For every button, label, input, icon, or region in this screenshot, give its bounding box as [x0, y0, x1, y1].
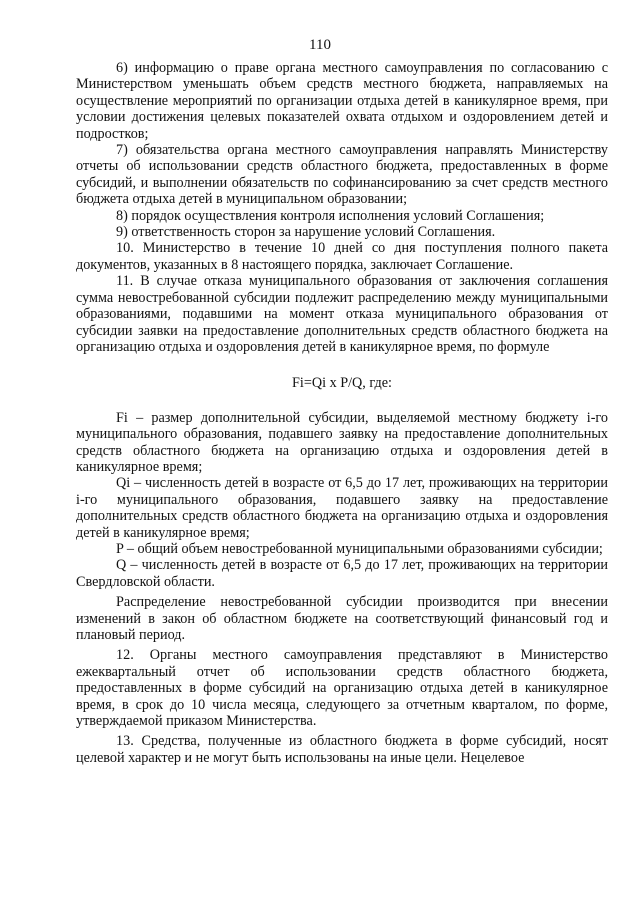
paragraph-item-7: 7) обязательства органа местного самоуправления направлять Министерству отчеты об использовании средств областного бюджета, предоставленных в форме субсидий, и выполнении обязательств по софинансированию за счет средств местного бюджета отдыха детей в муниципальном образовании; [76, 142, 608, 208]
paragraph-item-6: 6) информацию о праве органа местного самоуправления по согласованию с Министерством уменьшать объем средств местного бюджета, направляемых на осуществление мероприятий по организации отдыха детей в каникулярное время, при условии достижения целевых показателей охвата отдыхом и оздоровлением детей и подростков; [76, 60, 608, 142]
paragraph-clause-11: 11. В случае отказа муниципального образования от заключения соглашения сумма невостребованной субсидии подлежит распределению между муниципальными образованиями, подавшими на момент отказа муниципального образования от субсидии заявки на предоставление дополнительных средств областного бюджета на организацию отдыха и оздоровления детей в каникулярное время, по формуле [76, 273, 608, 355]
paragraph-clause-10: 10. Министерство в течение 10 дней со дня поступления полного пакета документов, указанных в 8 настоящего порядка, заключает Соглашение. [76, 240, 608, 273]
paragraph-distribution: Распределение невостребованной субсидии производится при внесении изменений в закон об областном бюджете на соответствующий финансовый год и плановый период. [76, 594, 608, 643]
definition-p: P – общий объем невостребованной муниципальными образованиями субсидии; [116, 540, 603, 557]
page-number: 110 [309, 37, 331, 53]
paragraph-clause-13: 13. Средства, полученные из областного бюджета в форме субсидий, носят целевой характер и не могут быть использованы на иные цели. Нецелевое [76, 733, 608, 766]
definition-fi: Fi – размер дополнительной субсидии, выделяемой местному бюджету i-го муниципального образования, подавшего заявку на предоставление дополнительных средств областного бюджета на организацию отдыха и оздоровления детей в каникулярное время; [76, 409, 608, 475]
paragraph-item-9: 9) ответственность сторон за нарушение условий Соглашения. [116, 224, 496, 241]
formula: Fi=Qi x P/Q, где: [292, 375, 392, 392]
document-body [76, 60, 608, 766]
paragraph-clause-12: 12. Органы местного самоуправления представляют в Министерство ежеквартальный отчет об использовании средств областного бюджета, предоставленных в форме субсидий на организацию отдыха детей в каникулярное время, в срок до 10 числа месяца, следующего за отчетным кварталом, по форме, утверждаемой приказом Министерства. [76, 647, 608, 730]
paragraph-item-8: 8) порядок осуществления контроля исполнения условий Соглашения; [116, 207, 545, 224]
definition-qi: Qi – численность детей в возрасте от 6,5 до 17 лет, проживающих на территории i-го муниципального образования, подавшего заявку на предоставление дополнительных средств областного бюджета на организацию отдыха и оздоровления детей в каникулярное время; [76, 475, 608, 541]
definition-q: Q – численность детей в возрасте от 6,5 до 17 лет, проживающих на территории Свердловской области. [76, 557, 608, 590]
